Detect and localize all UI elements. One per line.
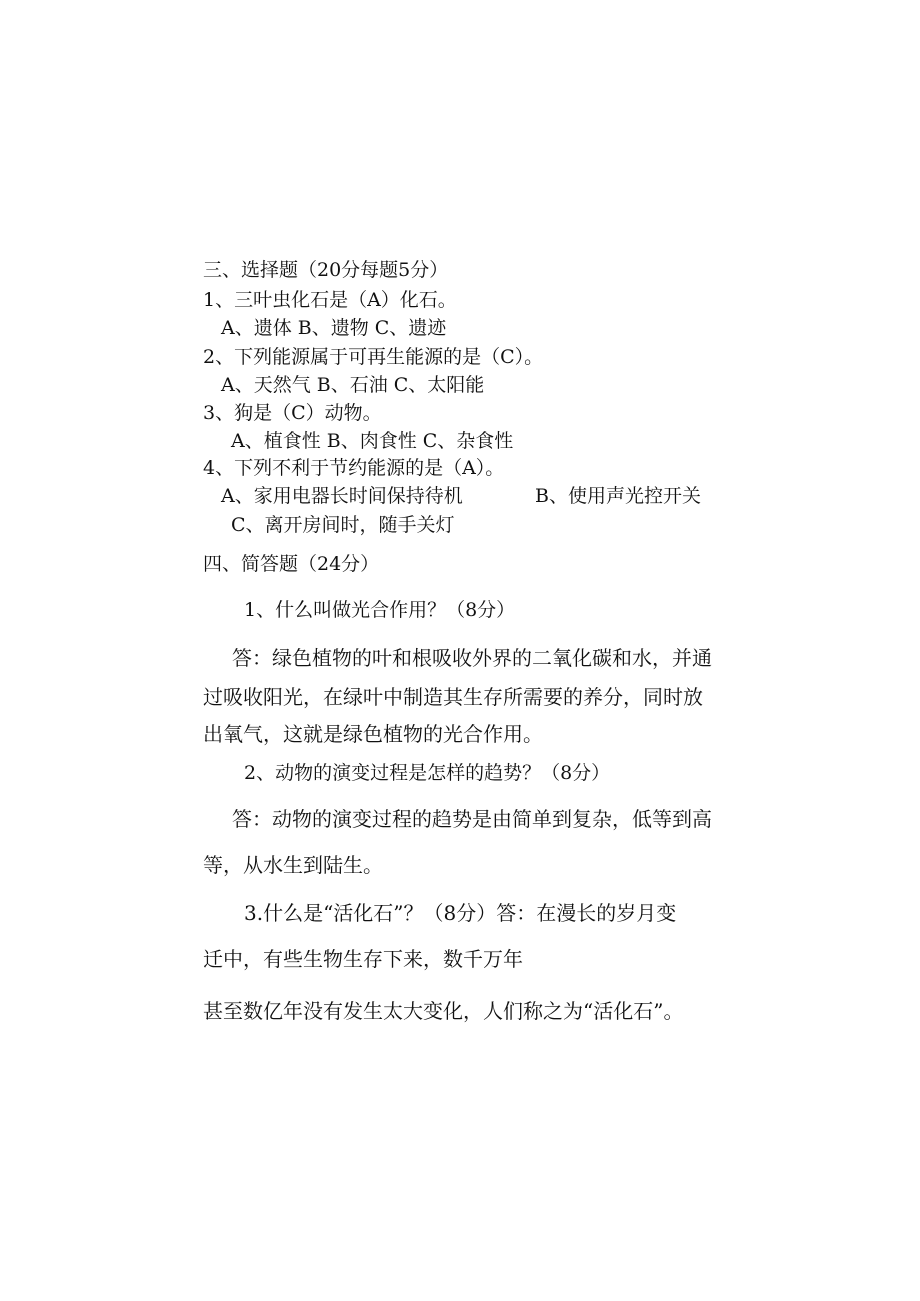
question-2: 2、下列能源属于可再生能源的是（C）。 [203, 346, 544, 368]
question-4-option-c: C、离开房间时，随手关灯 [231, 514, 455, 536]
section3-heading: 三、选择题（20分每题5分） [203, 259, 449, 281]
short-question-1: 1、什么叫做光合作用？（8分） [244, 599, 516, 621]
answer-1-line-3: 出氧气，这就是绿色植物的光合作用。 [203, 722, 543, 746]
answer-2-line-2: 等，从水生到陆生。 [203, 853, 383, 877]
question-2-options: A、天然气 B、石油 C、太阳能 [221, 374, 485, 396]
short-question-2: 2、动物的演变过程是怎样的趋势？（8分） [244, 762, 611, 784]
question-1: 1、三叶虫化石是（A）化石。 [203, 289, 457, 311]
answer-1-line-2: 过吸收阳光，在绿叶中制造其生存所需要的养分，同时放 [203, 685, 703, 709]
section4-heading: 四、简答题（24分） [203, 553, 380, 575]
short-question-3-line-2: 迁中，有些生物生存下来，数千万年 [203, 947, 523, 971]
short-question-3-line-1: 3.什么是“活化石”？（8分）答：在漫长的岁月变 [244, 901, 677, 925]
answer-1-line-1: 答：绿色植物的叶和根吸收外界的二氧化碳和水，并通 [232, 646, 712, 670]
answer-2-line-1: 答：动物的演变过程的趋势是由简单到复杂，低等到高 [232, 807, 712, 831]
question-4-option-a: A、家用电器长时间保持待机 [221, 485, 463, 507]
question-4: 4、下列不利于节约能源的是（A）。 [203, 457, 505, 479]
question-4-option-b: B、使用声光控开关 [535, 485, 701, 507]
question-3-options: A、植食性 B、肉食性 C、杂食性 [231, 430, 514, 452]
question-1-options: A、遗体 B、遗物 C、遗迹 [221, 317, 447, 339]
short-question-3-line-3: 甚至数亿年没有发生太大变化，人们称之为“活化石”。 [203, 999, 684, 1023]
question-3: 3、狗是（C）动物。 [203, 402, 382, 424]
